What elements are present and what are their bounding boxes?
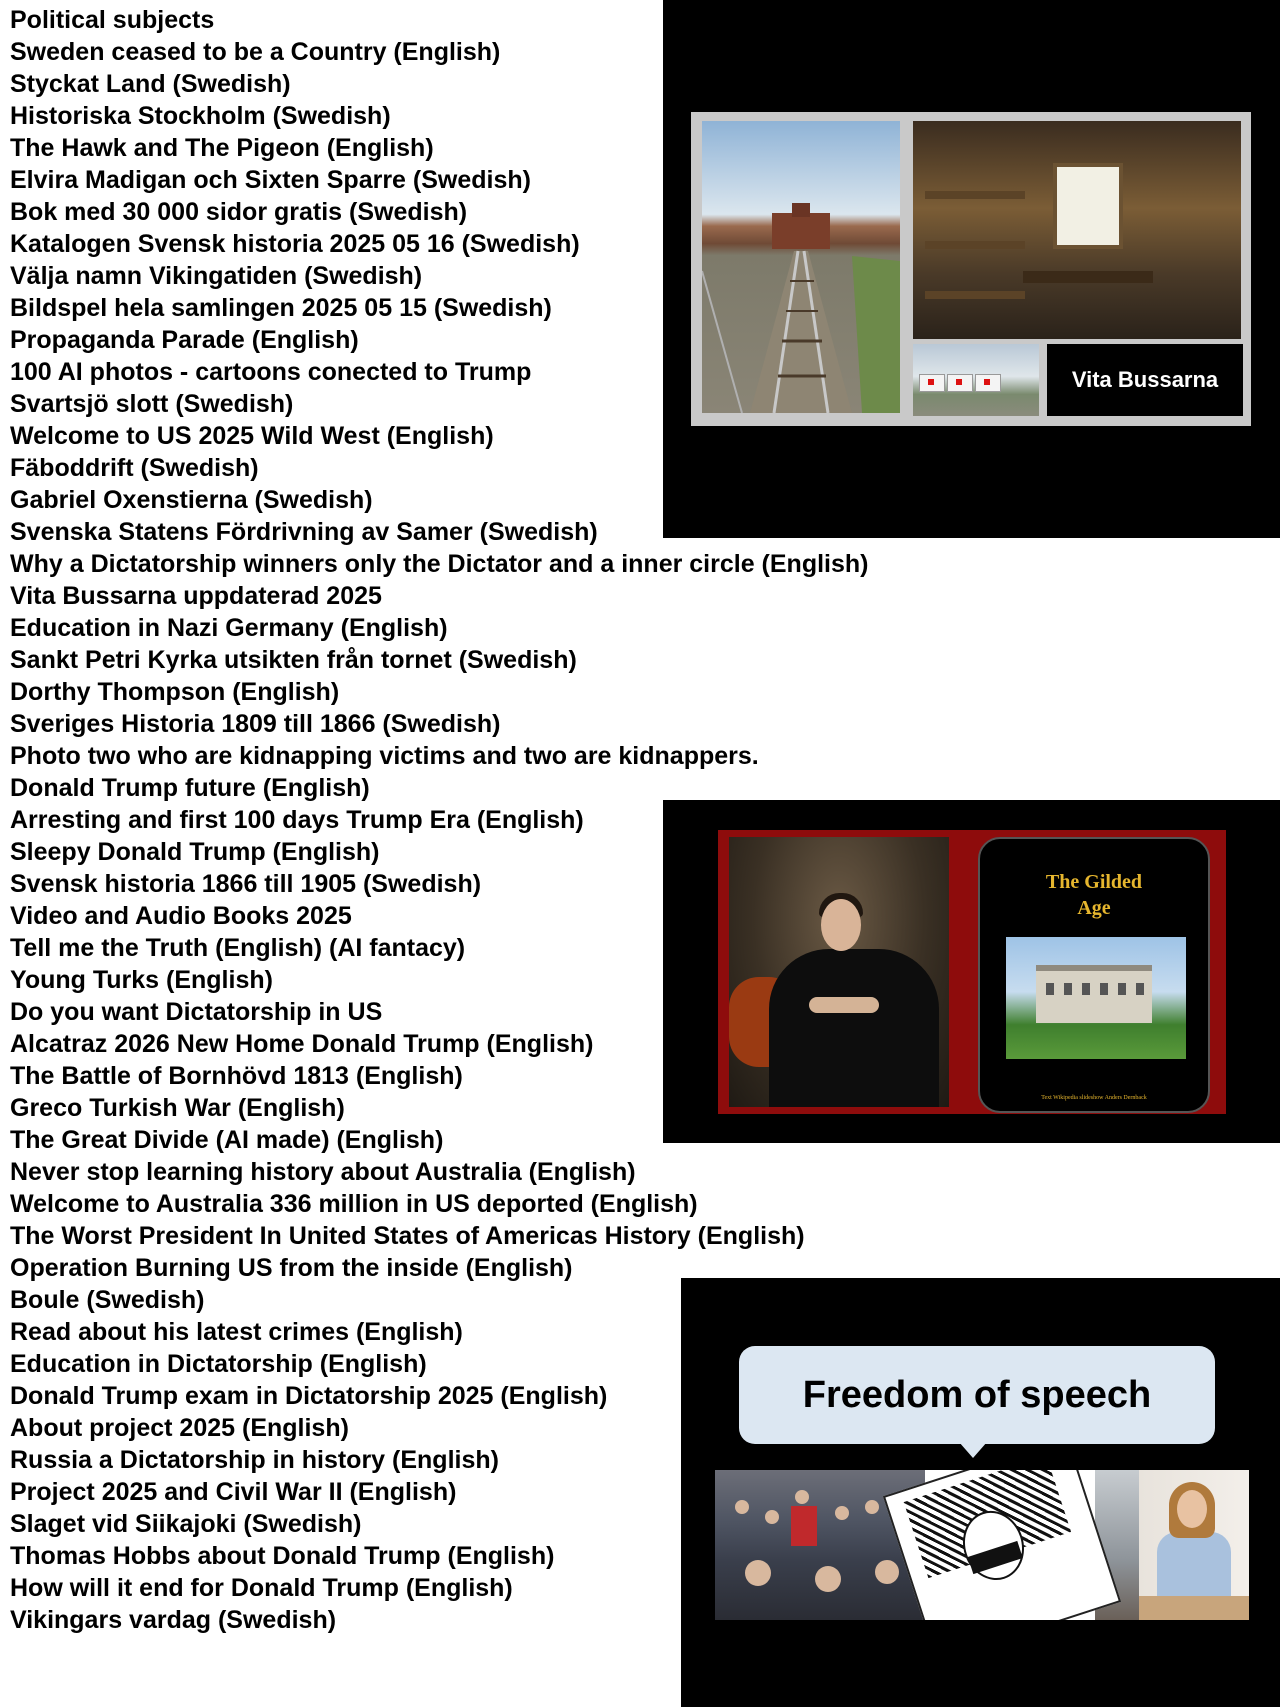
list-item[interactable]: How will it end for Donald Trump (English) xyxy=(10,1574,513,1602)
barracks-room-image xyxy=(913,121,1241,339)
bunk-shape xyxy=(925,241,1025,249)
list-item[interactable]: Gabriel Oxenstierna (Swedish) xyxy=(10,486,373,514)
list-item[interactable]: Young Turks (English) xyxy=(10,966,273,994)
list-item[interactable]: Svartsjö slott (Swedish) xyxy=(10,390,294,418)
list-item[interactable]: Dorthy Thompson (English) xyxy=(10,678,340,706)
table-shape xyxy=(1023,271,1153,283)
list-item[interactable]: Bok med 30 000 sidor gratis (Swedish) xyxy=(10,198,468,226)
gilded-age-title: The Gilded Age xyxy=(1045,871,1143,919)
list-item[interactable]: Video and Audio Books 2025 xyxy=(10,902,352,930)
list-item[interactable]: The Worst President In United States of Americas History (English) xyxy=(10,1222,805,1250)
gilded-age-book-cover xyxy=(978,837,1210,1113)
list-item[interactable]: Education in Dictatorship (English) xyxy=(10,1350,427,1378)
list-item[interactable]: Välja namn Vikingatiden (Swedish) xyxy=(10,262,423,290)
list-item[interactable]: Do you want Dictatorship in US xyxy=(10,998,383,1026)
list-item[interactable]: Welcome to US 2025 Wild West (English) xyxy=(10,422,494,450)
bunk-shape xyxy=(925,291,1025,299)
list-item[interactable]: Read about his latest crimes (English) xyxy=(10,1318,463,1346)
list-item[interactable]: Svenska Statens Fördrivning av Samer (Swedish) xyxy=(10,518,598,546)
window-shape xyxy=(1053,163,1123,249)
list-item[interactable]: Katalogen Svensk historia 2025 05 16 (Swedish) xyxy=(10,230,580,258)
list-item[interactable]: Photo two who are kidnapping victims and two are kidnappers. xyxy=(10,742,759,770)
list-item[interactable]: Sweden ceased to be a Country (English) xyxy=(10,38,501,66)
list-item[interactable]: Welcome to Australia 336 million in US deported (English) xyxy=(10,1190,698,1218)
list-item[interactable]: Vita Bussarna uppdaterad 2025 xyxy=(10,582,382,610)
list-item[interactable]: Slaget vid Siikajoki (Swedish) xyxy=(10,1510,362,1538)
list-item[interactable]: Sveriges Historia 1809 till 1866 (Swedish) xyxy=(10,710,501,738)
list-item[interactable]: Project 2025 and Civil War II (English) xyxy=(10,1478,457,1506)
freedom-of-speech-heading: Freedom of speech xyxy=(802,1373,1152,1416)
bus-shape xyxy=(947,374,973,392)
list-item[interactable]: About project 2025 (English) xyxy=(10,1414,349,1442)
list-item[interactable]: Greco Turkish War (English) xyxy=(10,1094,345,1122)
list-item[interactable]: Never stop learning history about Australia (English) xyxy=(10,1158,636,1186)
list-item[interactable]: Vikingars vardag (Swedish) xyxy=(10,1606,337,1634)
list-item[interactable]: Donald Trump future (English) xyxy=(10,774,370,802)
list-item[interactable]: Styckat Land (Swedish) xyxy=(10,70,291,98)
bus-shape xyxy=(919,374,945,392)
list-item[interactable]: Sleepy Donald Trump (English) xyxy=(10,838,380,866)
list-item[interactable]: Svensk historia 1866 till 1905 (Swedish) xyxy=(10,870,482,898)
list-heading: Political subjects xyxy=(10,6,215,34)
bus-shape xyxy=(975,374,1001,392)
list-item[interactable]: Thomas Hobbs about Donald Trump (English) xyxy=(10,1542,555,1570)
list-item[interactable]: Tell me the Truth (English) (AI fantacy) xyxy=(10,934,466,962)
gilded-age-credit: Text Wikipedia slideshow Anders Dernback xyxy=(1041,1095,1147,1101)
list-item[interactable]: Historiska Stockholm (Swedish) xyxy=(10,102,391,130)
list-item[interactable]: The Battle of Bornhövd 1813 (English) xyxy=(10,1062,463,1090)
list-item[interactable]: Propaganda Parade (English) xyxy=(10,326,359,354)
list-item[interactable]: Education in Nazi Germany (English) xyxy=(10,614,448,642)
white-buses-image xyxy=(913,344,1039,416)
list-item[interactable]: Russia a Dictatorship in history (English) xyxy=(10,1446,499,1474)
list-item[interactable]: Why a Dictatorship winners only the Dictator and a inner circle (English) xyxy=(10,550,869,578)
list-item[interactable]: Alcatraz 2026 New Home Donald Trump (English) xyxy=(10,1030,594,1058)
list-item[interactable]: Donald Trump exam in Dictatorship 2025 (English) xyxy=(10,1382,608,1410)
censored-face-drawing xyxy=(883,1470,1121,1620)
bunk-shape xyxy=(925,191,1025,199)
vita-bussarna-label: Vita Bussarna xyxy=(1047,344,1243,416)
list-item[interactable]: The Hawk and The Pigeon (English) xyxy=(10,134,434,162)
list-item[interactable]: Boule (Swedish) xyxy=(10,1286,205,1314)
list-item[interactable]: The Great Divide (AI made) (English) xyxy=(10,1126,444,1154)
list-item[interactable]: Sankt Petri Kyrka utsikten från tornet (Swedish) xyxy=(10,646,577,674)
list-item[interactable]: Elvira Madigan och Sixten Sparre (Swedish) xyxy=(10,166,531,194)
mansion-photo-image xyxy=(1006,937,1186,1059)
list-item[interactable]: Operation Burning US from the inside (English) xyxy=(10,1254,573,1282)
list-item[interactable]: Arresting and first 100 days Trump Era (English) xyxy=(10,806,584,834)
list-item[interactable]: Bildspel hela samlingen 2025 05 15 (Swedish) xyxy=(10,294,552,322)
writing-woman-image xyxy=(1139,1470,1249,1620)
topic-list xyxy=(10,4,868,1636)
list-item[interactable]: 100 AI photos - cartoons conected to Trump xyxy=(10,358,532,386)
list-item[interactable]: Fäboddrift (Swedish) xyxy=(10,454,259,482)
